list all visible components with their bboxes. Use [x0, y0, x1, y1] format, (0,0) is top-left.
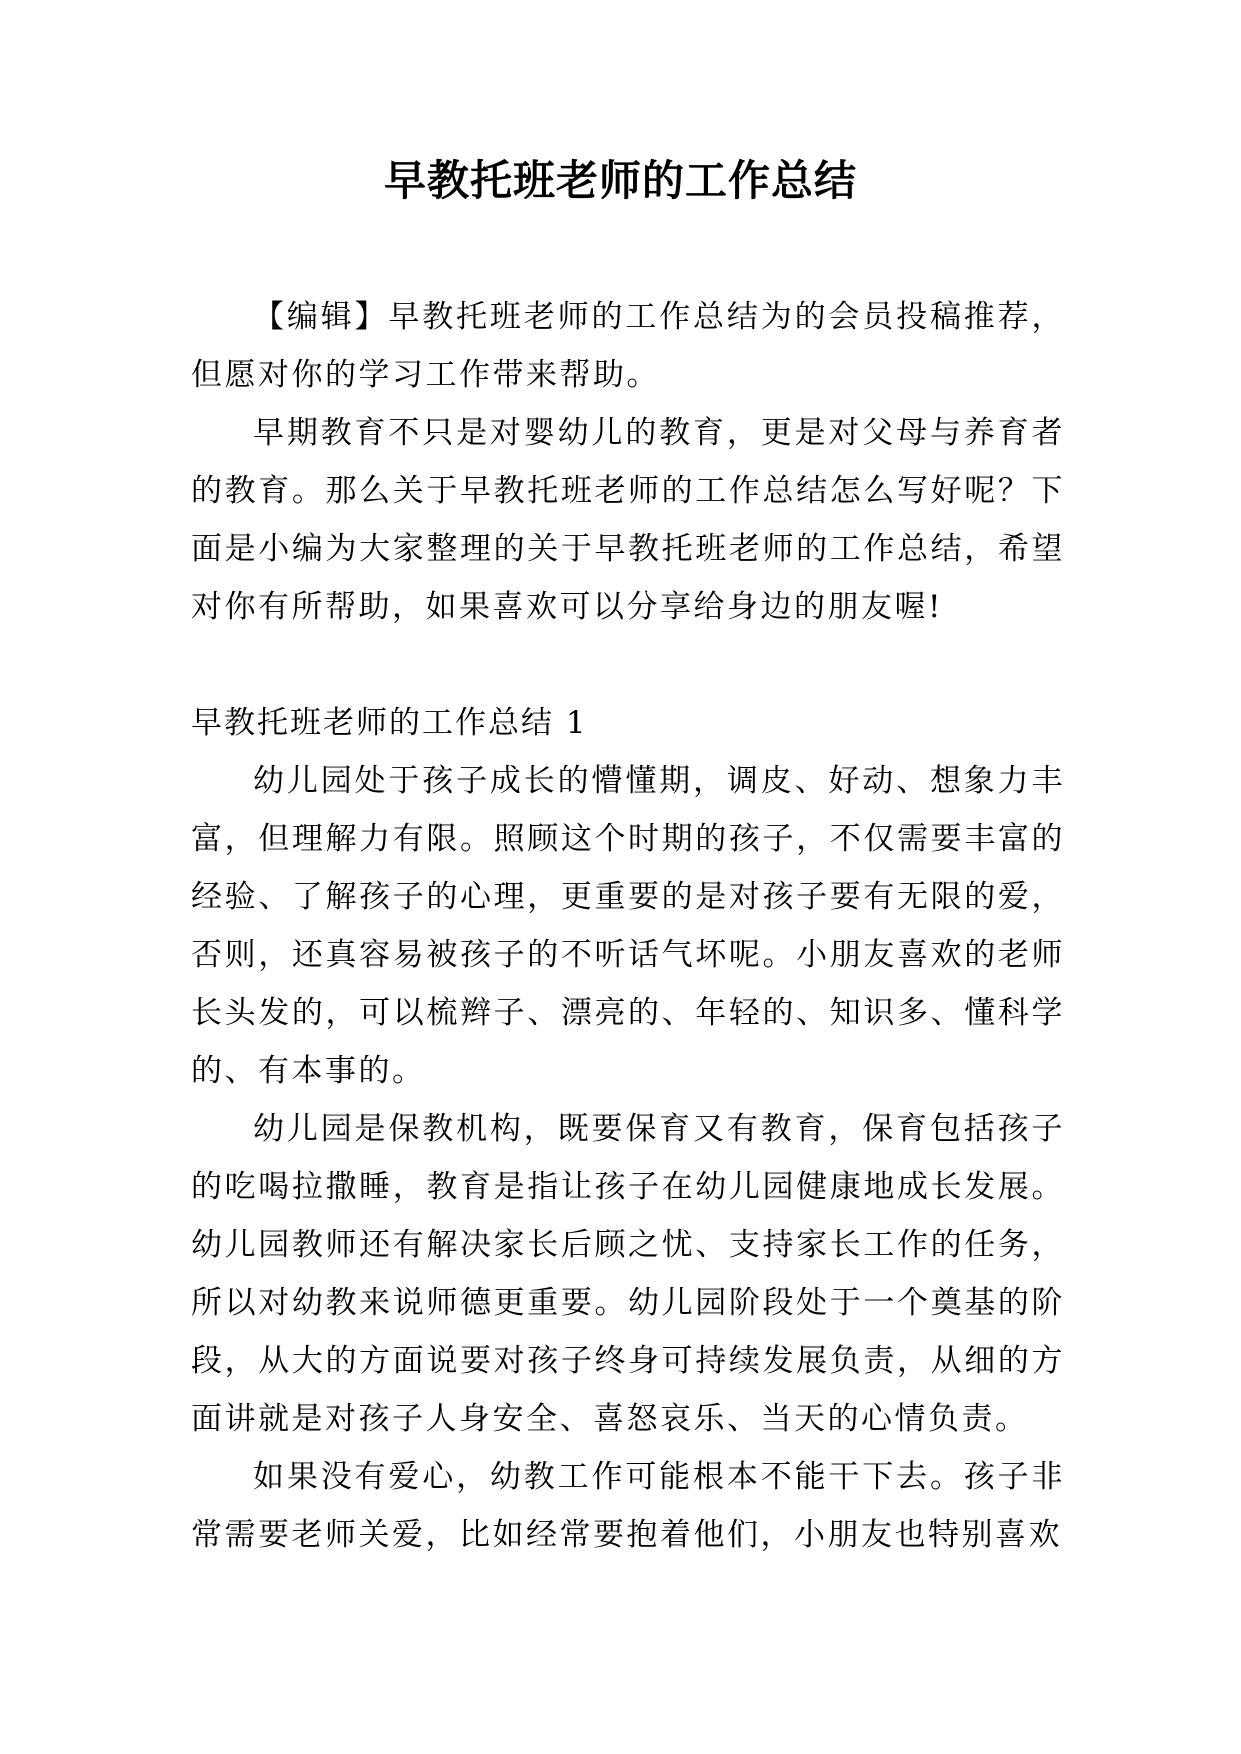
- intro-paragraph-1: 【编辑】早教托班老师的工作总结为的会员投稿推荐，但愿对你的学习工作带来帮助。: [191, 299, 1065, 393]
- document-title: 早教托班老师的工作总结: [383, 156, 857, 205]
- section-paragraph-3: 如果没有爱心，幼教工作可能根本不能干下去。孩子非常需要老师关爱，比如经常要抱着他们，小朋友也特别喜欢: [191, 1459, 1065, 1553]
- section-paragraph-1: 幼儿园处于孩子成长的懵懂期，调皮、好动、想象力丰富，但理解力有限。照顾这个时期的孩子，不仅需要丰富的经验、了解孩子的心理，更重要的是对孩子要有无限的爱，否则，还真容易被孩子的不听话气坏呢。小朋友喜欢的老师长头发的，可以梳辫子、漂亮的、年轻的、知识多、懂科学的、有本事的。: [191, 763, 1065, 1089]
- intro-paragraph-2: 早期教育不只是对婴幼儿的教育，更是对父母与养育者的教育。那么关于早教托班老师的工作总结怎么写好呢？下面是小编为大家整理的关于早教托班老师的工作总结，希望对你有所帮助，如果喜欢可以分享给身边的朋友喔!: [191, 415, 1065, 625]
- section-heading: 早教托班老师的工作总结 1: [191, 705, 588, 741]
- document-body: [191, 288, 1065, 1564]
- section-paragraph-2: 幼儿园是保教机构，既要保育又有教育，保育包括孩子的吃喝拉撒睡，教育是指让孩子在幼儿园健康地成长发展。幼儿园教师还有解决家长后顾之忧、支持家长工作的任务，所以对幼教来说师德更重要。幼儿园阶段处于一个奠基的阶段，从大的方面说要对孩子终身可持续发展负责，从细的方面讲就是对孩子人身安全、喜怒哀乐、当天的心情负责。: [191, 1111, 1065, 1437]
